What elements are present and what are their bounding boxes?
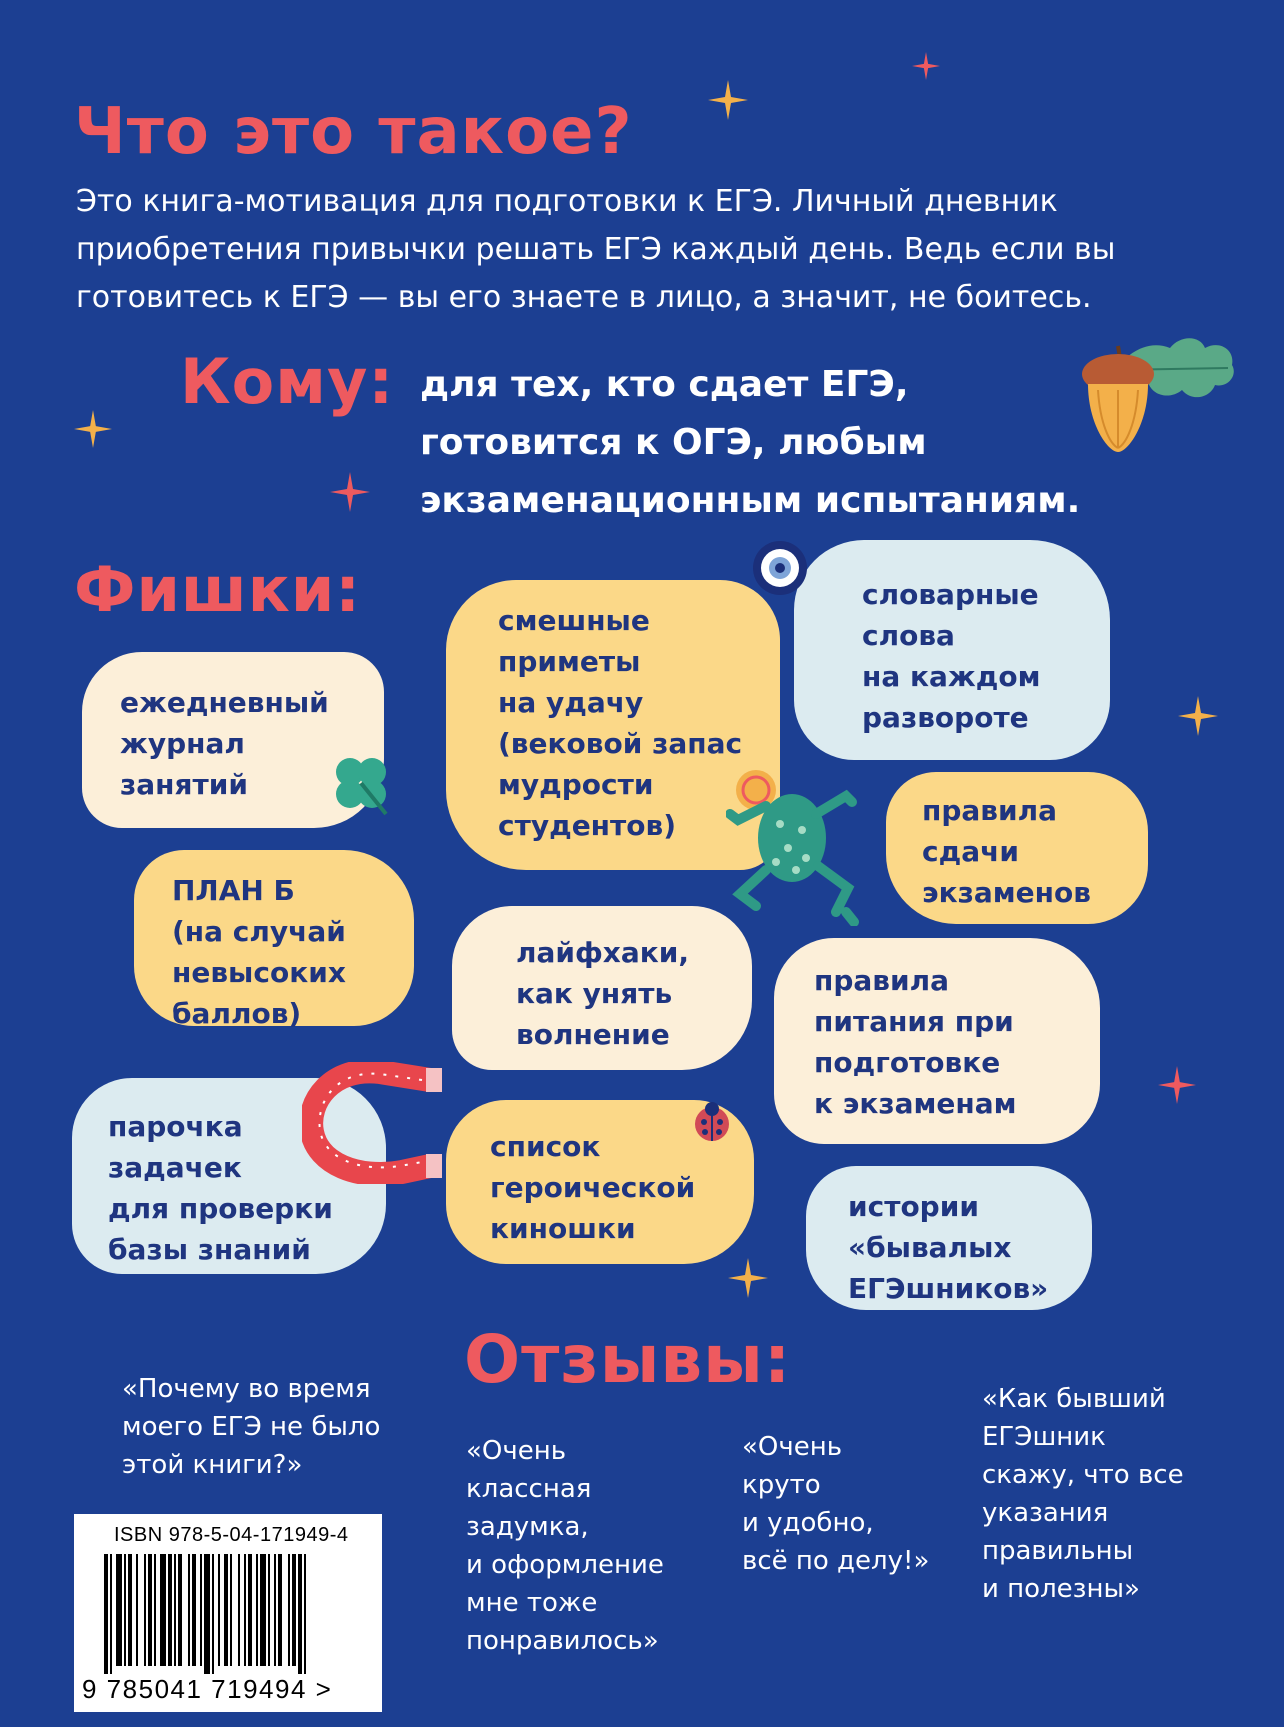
feature-line: ЕГЭшников» [848, 1272, 1049, 1305]
feature-line: невысоких [172, 956, 346, 989]
star-icon [728, 1258, 768, 1298]
feature-line: сдачи [922, 835, 1019, 868]
review-line: «Почему во время [122, 1374, 371, 1404]
barcode-bar [288, 1554, 290, 1666]
feature-bubble-nutrition [774, 938, 1100, 1144]
feature-bubble-vocab [794, 540, 1110, 760]
barcode-bar [260, 1554, 266, 1666]
feature-line: для проверки [108, 1192, 333, 1225]
feature-line: базы знаний [108, 1233, 311, 1266]
feature-line: (на случай [172, 915, 346, 948]
intro-line: Это книга-мотивация для подготовки к ЕГЭ. Личный дневник [76, 184, 1058, 219]
feature-bubble-stories [806, 1166, 1092, 1310]
feature-line: журнал [120, 727, 245, 760]
barcode-bar [124, 1554, 126, 1666]
feature-line: баллов) [172, 997, 302, 1030]
intro-line: готовитесь к ЕГЭ — вы его знаете в лицо, а значит, не боитесь. [76, 280, 1092, 315]
barcode-bar [230, 1554, 232, 1666]
barcode-bar [200, 1554, 202, 1666]
feature-line: слова [862, 619, 955, 652]
review-line: понравилось» [466, 1626, 659, 1656]
review-3 [742, 1428, 929, 1580]
review-line: и полезны» [982, 1574, 1140, 1604]
barcode-bar [168, 1554, 172, 1666]
review-line: ЕГЭшник [982, 1422, 1106, 1452]
feature-line: приметы [498, 645, 641, 678]
star-icon [330, 472, 370, 512]
barcode-bar [188, 1554, 190, 1666]
review-1 [122, 1370, 380, 1484]
feature-line: список [490, 1130, 601, 1163]
feature-line: ПЛАН Б [172, 874, 295, 907]
feature-line: «бывалых [848, 1231, 1012, 1264]
barcode-bar [160, 1554, 166, 1666]
review-line: круто [742, 1470, 821, 1500]
barcode-bars [104, 1554, 364, 1674]
evil-eye-icon [752, 540, 808, 596]
barcode-bar [304, 1554, 306, 1674]
feature-line: на удачу [498, 686, 644, 719]
audience-text [420, 356, 1080, 530]
feature-line: как унять [516, 977, 673, 1010]
intro-text [76, 178, 1206, 322]
barcode-bar [110, 1554, 112, 1674]
barcode-bar [144, 1554, 146, 1666]
feature-line: (вековой запас [498, 727, 743, 760]
feature-bubble-exam-rules [886, 772, 1148, 924]
barcode-bar [136, 1554, 138, 1666]
audience-line: экзаменационным испытаниям. [420, 480, 1081, 521]
barcode-bar [244, 1554, 246, 1666]
barcode-bar [268, 1554, 270, 1666]
clover-icon [326, 748, 396, 818]
feature-line: парочка [108, 1110, 243, 1143]
review-line: классная [466, 1474, 592, 1504]
barcode-bar [218, 1554, 220, 1666]
audience-line: для тех, кто сдает ЕГЭ, [420, 364, 909, 405]
feature-line: истории [848, 1190, 979, 1223]
feature-line: мудрости [498, 768, 654, 801]
review-line: всё по делу!» [742, 1546, 930, 1576]
barcode-bar [178, 1554, 182, 1666]
feature-line: волнение [516, 1018, 670, 1051]
feature-line: героической [490, 1171, 696, 1204]
barcode-bar [248, 1554, 252, 1666]
review-line: задумка, [466, 1512, 589, 1542]
review-2 [466, 1432, 664, 1660]
audience-line: готовится к ОГЭ, любым [420, 422, 927, 463]
barcode-bar [128, 1554, 132, 1666]
review-line: этой книги?» [122, 1450, 303, 1480]
review-line: и оформление [466, 1550, 664, 1580]
reviews-title: Отзывы: [464, 1321, 792, 1398]
barcode-bar [148, 1554, 152, 1666]
review-4 [982, 1380, 1184, 1608]
review-line: правильны [982, 1536, 1134, 1566]
review-line: «Как бывший [982, 1384, 1166, 1414]
barcode-bar [116, 1554, 122, 1666]
intro-line: приобретения привычки решать ЕГЭ каждый день. Ведь если вы [76, 232, 1116, 267]
feature-line: смешные [498, 604, 650, 637]
barcode [74, 1514, 382, 1712]
feature-line: на каждом [862, 660, 1041, 693]
barcode-bar [298, 1554, 302, 1674]
star-icon [1158, 1066, 1196, 1104]
feature-line: занятий [120, 768, 248, 801]
barcode-bar [192, 1554, 196, 1666]
feature-line: лайфхаки, [516, 936, 690, 969]
feature-line: экзаменов [922, 876, 1091, 909]
review-line: моего ЕГЭ не было [122, 1412, 381, 1442]
audience-label: Кому: [180, 345, 395, 418]
feature-line: задачек [108, 1151, 242, 1184]
feature-line: подготовке [814, 1046, 1001, 1079]
features-title: Фишки: [74, 553, 362, 626]
barcode-bar [204, 1554, 210, 1674]
review-line: и удобно, [742, 1508, 874, 1538]
feature-line: правила [922, 794, 1058, 827]
review-line: указания [982, 1498, 1109, 1528]
feature-line: студентов) [498, 809, 677, 842]
feature-bubble-plan-b [134, 850, 414, 1030]
review-line: скажу, что все [982, 1460, 1184, 1490]
ladybug-icon [690, 1100, 734, 1144]
barcode-bar [212, 1554, 214, 1674]
acorn-icon [1078, 344, 1158, 456]
star-icon [74, 410, 112, 448]
intro-title: Что это такое? [74, 95, 633, 169]
frog-icon [726, 766, 866, 926]
barcode-bar [292, 1554, 296, 1666]
barcode-bar [274, 1554, 276, 1666]
barcode-bar [174, 1554, 176, 1666]
barcode-bar [104, 1554, 108, 1674]
isbn-text: ISBN 978-5-04-171949-4 [114, 1524, 349, 1546]
feature-line: к экзаменам [814, 1087, 1017, 1120]
horseshoe-icon [302, 1062, 448, 1184]
feature-line: развороте [862, 701, 1029, 734]
star-icon [912, 52, 940, 80]
star-icon [1178, 696, 1218, 736]
barcode-bar [224, 1554, 228, 1666]
barcode-bar [238, 1554, 240, 1666]
feature-line: словарные [862, 578, 1039, 611]
feature-line: киношки [490, 1212, 636, 1245]
review-line: мне тоже [466, 1588, 598, 1618]
star-icon [708, 80, 748, 120]
feature-line: правила [814, 964, 950, 997]
barcode-digits: 9 785041 719494 > [82, 1674, 333, 1704]
feature-line: ежедневный [120, 686, 329, 719]
review-line: «Очень [742, 1432, 843, 1462]
review-line: «Очень [466, 1436, 567, 1466]
barcode-bar [154, 1554, 156, 1666]
barcode-bar [278, 1554, 282, 1666]
feature-bubble-lifehacks [452, 906, 752, 1070]
barcode-bar [256, 1554, 258, 1666]
feature-line: питания при [814, 1005, 1014, 1038]
